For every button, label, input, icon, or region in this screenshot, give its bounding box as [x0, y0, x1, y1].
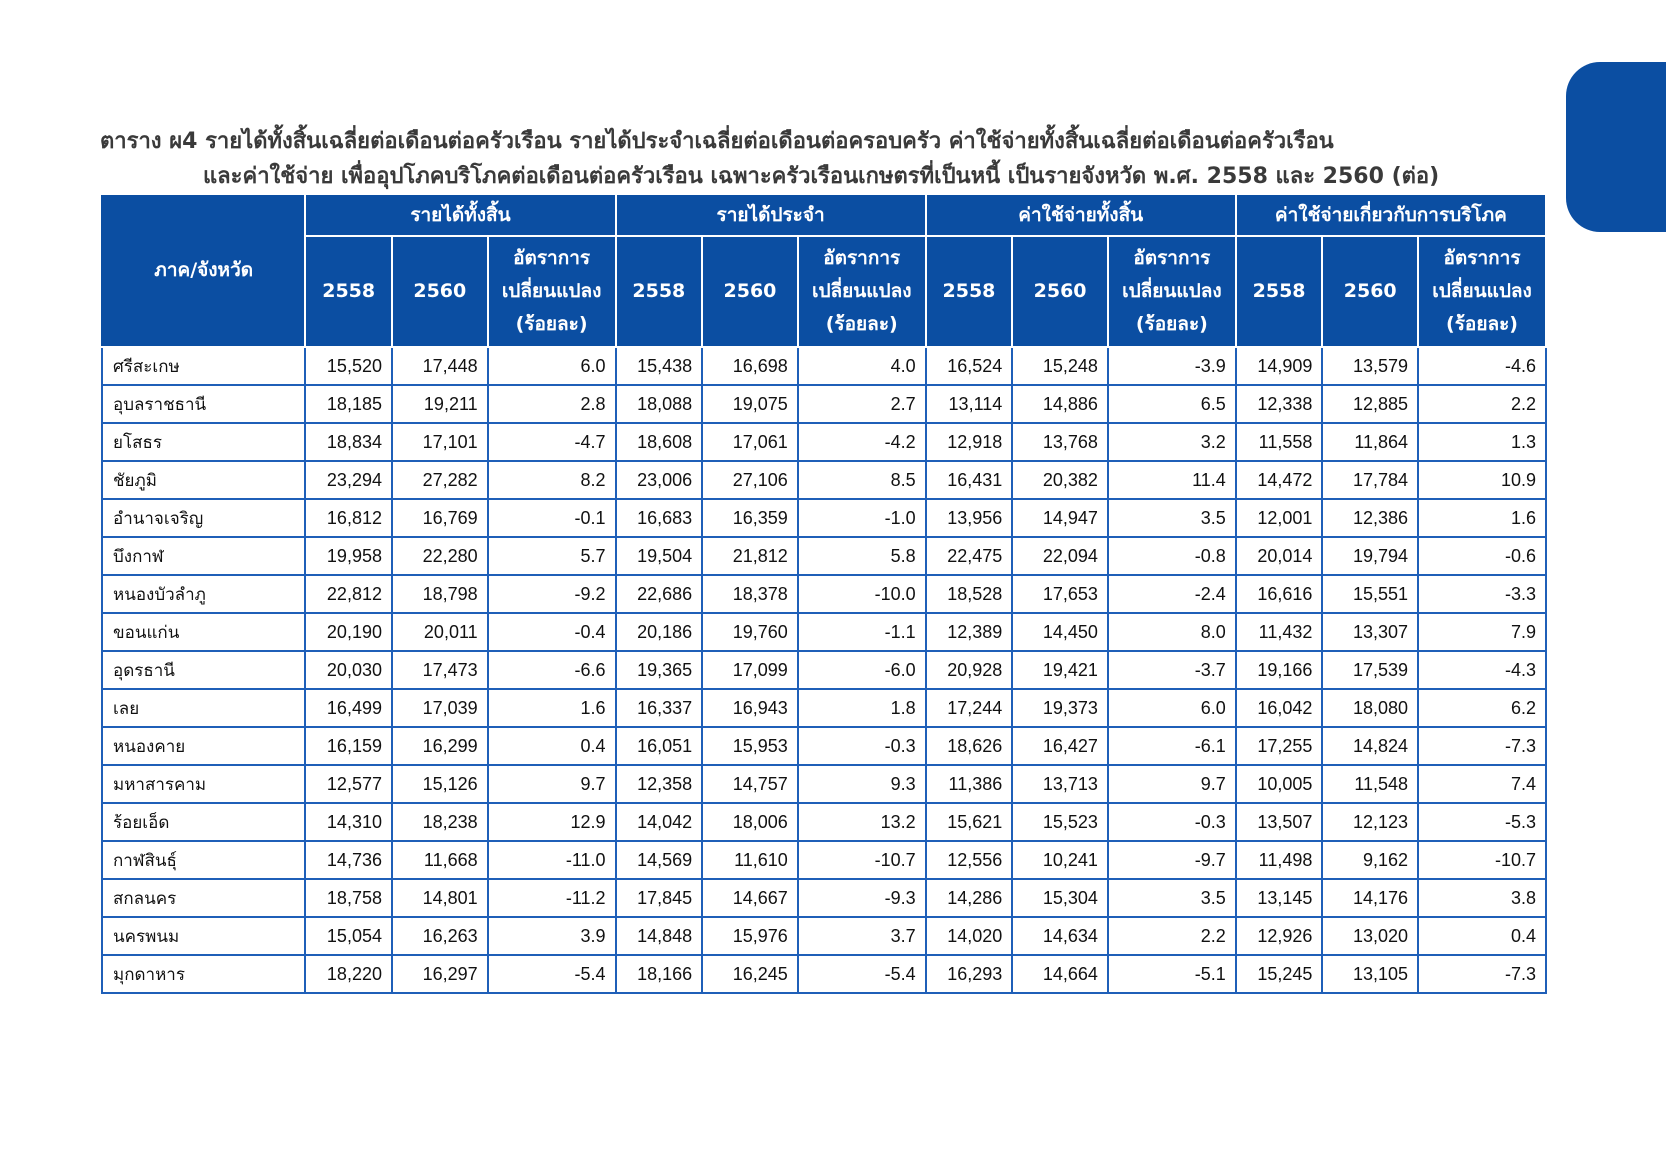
table-cell: 16,943: [702, 689, 798, 727]
table-cell: -10.0: [798, 575, 926, 613]
table-cell: -5.1: [1108, 955, 1236, 993]
province-name: อุดรธานี: [102, 651, 305, 689]
province-name: บึงกาฬ: [102, 537, 305, 575]
table-cell: 16,245: [702, 955, 798, 993]
table-cell: 19,421: [1012, 651, 1108, 689]
table-cell: 1.8: [798, 689, 926, 727]
table-cell: 16,297: [392, 955, 488, 993]
province-name: สกลนคร: [102, 879, 305, 917]
table-cell: 14,664: [1012, 955, 1108, 993]
table-cell: -0.6: [1418, 537, 1546, 575]
table-cell: 16,812: [305, 499, 392, 537]
table-cell: 19,211: [392, 385, 488, 423]
table-cell: 0.4: [488, 727, 616, 765]
table-cell: 18,626: [926, 727, 1013, 765]
change-rate-header-line: เปลี่ยนแปลง: [1432, 280, 1532, 302]
table-cell: 16,431: [926, 461, 1013, 499]
table-cell: 20,186: [616, 613, 703, 651]
year-2560-header: 2560: [1012, 236, 1108, 347]
table-cell: 11,610: [702, 841, 798, 879]
table-cell: 11,548: [1322, 765, 1418, 803]
table-cell: 12,338: [1236, 385, 1323, 423]
table-cell: 1.6: [1418, 499, 1546, 537]
table-cell: 10.9: [1418, 461, 1546, 499]
table-cell: 13,507: [1236, 803, 1323, 841]
table-cell: 17,845: [616, 879, 703, 917]
table-cell: 18,080: [1322, 689, 1418, 727]
table-cell: 7.4: [1418, 765, 1546, 803]
table-cell: -4.2: [798, 423, 926, 461]
table-cell: 14,886: [1012, 385, 1108, 423]
table-cell: 1.6: [488, 689, 616, 727]
table-cell: 13,768: [1012, 423, 1108, 461]
table-cell: 12,556: [926, 841, 1013, 879]
header-row-subcolumns: [102, 236, 1546, 347]
table-cell: 19,958: [305, 537, 392, 575]
table-cell: 13,307: [1322, 613, 1418, 651]
table-row: [102, 499, 1546, 537]
group-header: ค่าใช้จ่ายเกี่ยวกับการบริโภค: [1236, 194, 1546, 236]
table-cell: 15,976: [702, 917, 798, 955]
table-cell: 22,280: [392, 537, 488, 575]
group-header: รายได้ประจำ: [616, 194, 926, 236]
province-name: นครพนม: [102, 917, 305, 955]
table-cell: -6.0: [798, 651, 926, 689]
table-cell: 18,185: [305, 385, 392, 423]
table-cell: 17,448: [392, 347, 488, 385]
table-cell: -6.1: [1108, 727, 1236, 765]
table-cell: 21,812: [702, 537, 798, 575]
table-cell: 14,176: [1322, 879, 1418, 917]
change-rate-header: [488, 236, 616, 347]
table-row: [102, 461, 1546, 499]
table-cell: 20,014: [1236, 537, 1323, 575]
table-cell: 16,299: [392, 727, 488, 765]
table-cell: 14,667: [702, 879, 798, 917]
province-name: มุกดาหาร: [102, 955, 305, 993]
table-row: [102, 537, 1546, 575]
change-rate-header: [1108, 236, 1236, 347]
table-cell: 16,769: [392, 499, 488, 537]
table-cell: 16,499: [305, 689, 392, 727]
table-cell: 16,524: [926, 347, 1013, 385]
table-cell: 12,926: [1236, 917, 1323, 955]
table-cell: 15,245: [1236, 955, 1323, 993]
table-cell: 14,310: [305, 803, 392, 841]
table-cell: 14,634: [1012, 917, 1108, 955]
table-cell: 15,953: [702, 727, 798, 765]
table-cell: 20,928: [926, 651, 1013, 689]
year-2558-header: 2558: [1236, 236, 1323, 347]
province-name: อำนาจเจริญ: [102, 499, 305, 537]
province-name: กาฬสินธุ์: [102, 841, 305, 879]
table-cell: 15,621: [926, 803, 1013, 841]
table-cell: -4.3: [1418, 651, 1546, 689]
table-cell: 12,386: [1322, 499, 1418, 537]
data-table: [101, 193, 1547, 994]
table-cell: 11,386: [926, 765, 1013, 803]
table-cell: 11,498: [1236, 841, 1323, 879]
province-name: ยโสธร: [102, 423, 305, 461]
table-cell: 2.2: [1108, 917, 1236, 955]
table-cell: 17,061: [702, 423, 798, 461]
table-cell: -1.1: [798, 613, 926, 651]
table-cell: 6.5: [1108, 385, 1236, 423]
province-name: เลย: [102, 689, 305, 727]
table-cell: -0.1: [488, 499, 616, 537]
table-cell: 15,551: [1322, 575, 1418, 613]
table-cell: -0.4: [488, 613, 616, 651]
year-2558-header: 2558: [305, 236, 392, 347]
table-cell: -10.7: [1418, 841, 1546, 879]
table-cell: 12,358: [616, 765, 703, 803]
table-cell: -9.7: [1108, 841, 1236, 879]
table-cell: -2.4: [1108, 575, 1236, 613]
table-cell: 4.0: [798, 347, 926, 385]
table-cell: 8.5: [798, 461, 926, 499]
table-cell: 16,427: [1012, 727, 1108, 765]
table-cell: 14,848: [616, 917, 703, 955]
table-row: [102, 841, 1546, 879]
table-cell: 17,039: [392, 689, 488, 727]
table-cell: 17,101: [392, 423, 488, 461]
change-rate-header-line: (ร้อยละ): [825, 313, 898, 335]
table-row: [102, 955, 1546, 993]
table-cell: 13,105: [1322, 955, 1418, 993]
table-cell: 20,030: [305, 651, 392, 689]
table-cell: 11,558: [1236, 423, 1323, 461]
table-cell: 9.7: [1108, 765, 1236, 803]
table-row: [102, 765, 1546, 803]
table-row: [102, 575, 1546, 613]
table-cell: -10.7: [798, 841, 926, 879]
header-row-groups: [102, 194, 1546, 236]
table-cell: 20,382: [1012, 461, 1108, 499]
table-cell: 14,736: [305, 841, 392, 879]
change-rate-header-line: เปลี่ยนแปลง: [811, 280, 912, 302]
table-cell: 18,378: [702, 575, 798, 613]
table-cell: 15,523: [1012, 803, 1108, 841]
table-cell: 18,220: [305, 955, 392, 993]
table-cell: -9.3: [798, 879, 926, 917]
table-cell: 19,373: [1012, 689, 1108, 727]
change-rate-header-line: (ร้อยละ): [1135, 313, 1208, 335]
table-cell: 17,784: [1322, 461, 1418, 499]
caption-line-2: และค่าใช้จ่าย เพื่ออุปโภคบริโภคต่อเดือนต่อครัวเรือน เฉพาะครัวเรือนเกษตรที่เป็นหนี้ เป็นรายจังหวัด พ.ศ. 2558 และ 2560 (ต่อ): [203, 164, 1440, 189]
table-cell: 13,145: [1236, 879, 1323, 917]
table-cell: -7.3: [1418, 955, 1546, 993]
table-row: [102, 651, 1546, 689]
table-row: [102, 727, 1546, 765]
table-cell: 15,248: [1012, 347, 1108, 385]
table-row: [102, 689, 1546, 727]
table-cell: 14,947: [1012, 499, 1108, 537]
group-header: ค่าใช้จ่ายทั้งสิ้น: [926, 194, 1236, 236]
table-cell: 16,698: [702, 347, 798, 385]
province-name: ศรีสะเกษ: [102, 347, 305, 385]
table-body: [102, 347, 1546, 993]
table-cell: 17,255: [1236, 727, 1323, 765]
table-cell: -5.4: [488, 955, 616, 993]
table-cell: 2.8: [488, 385, 616, 423]
table-cell: 12,885: [1322, 385, 1418, 423]
table-cell: 11,864: [1322, 423, 1418, 461]
table-cell: 13,579: [1322, 347, 1418, 385]
table-cell: 15,054: [305, 917, 392, 955]
province-name: ชัยภูมิ: [102, 461, 305, 499]
table-cell: 13,956: [926, 499, 1013, 537]
table-cell: 14,020: [926, 917, 1013, 955]
table-cell: 3.5: [1108, 879, 1236, 917]
table-cell: 16,683: [616, 499, 703, 537]
table-cell: 14,801: [392, 879, 488, 917]
table-cell: 20,190: [305, 613, 392, 651]
table-cell: 15,126: [392, 765, 488, 803]
table-cell: 0.4: [1418, 917, 1546, 955]
table-cell: 16,616: [1236, 575, 1323, 613]
table-cell: 17,244: [926, 689, 1013, 727]
table-cell: 1.3: [1418, 423, 1546, 461]
province-name: มหาสารคาม: [102, 765, 305, 803]
table-cell: 14,909: [1236, 347, 1323, 385]
page-tab-marker: [1566, 62, 1666, 232]
change-rate-header-line: อัตราการ: [1133, 247, 1211, 269]
table-cell: -0.3: [798, 727, 926, 765]
table-cell: 27,282: [392, 461, 488, 499]
table-cell: 17,473: [392, 651, 488, 689]
change-rate-header-line: เปลี่ยนแปลง: [501, 280, 602, 302]
table-cell: 8.2: [488, 461, 616, 499]
table-cell: 19,166: [1236, 651, 1323, 689]
table-cell: 22,475: [926, 537, 1013, 575]
change-rate-header-line: อัตราการ: [513, 247, 591, 269]
table-cell: 16,042: [1236, 689, 1323, 727]
table-cell: 18,528: [926, 575, 1013, 613]
table-cell: 11,432: [1236, 613, 1323, 651]
year-2560-header: 2560: [1322, 236, 1418, 347]
table-cell: 15,304: [1012, 879, 1108, 917]
table-cell: 14,472: [1236, 461, 1323, 499]
table-cell: 12,577: [305, 765, 392, 803]
table-cell: -0.8: [1108, 537, 1236, 575]
table-cell: 5.7: [488, 537, 616, 575]
table-cell: 18,166: [616, 955, 703, 993]
table-cell: 14,824: [1322, 727, 1418, 765]
change-rate-header-line: อัตราการ: [1443, 247, 1521, 269]
table-cell: 12,123: [1322, 803, 1418, 841]
table-cell: -6.6: [488, 651, 616, 689]
province-name: อุบลราชธานี: [102, 385, 305, 423]
table-cell: 14,286: [926, 879, 1013, 917]
table-cell: 7.9: [1418, 613, 1546, 651]
province-name: หนองคาย: [102, 727, 305, 765]
table-cell: 13,114: [926, 385, 1013, 423]
table-cell: 20,011: [392, 613, 488, 651]
table-cell: 12,389: [926, 613, 1013, 651]
table-cell: 19,365: [616, 651, 703, 689]
table-cell: 8.0: [1108, 613, 1236, 651]
table-cell: 10,005: [1236, 765, 1323, 803]
table-cell: -3.7: [1108, 651, 1236, 689]
table-cell: 18,798: [392, 575, 488, 613]
table-cell: 17,099: [702, 651, 798, 689]
table-cell: -3.3: [1418, 575, 1546, 613]
table-cell: 3.8: [1418, 879, 1546, 917]
table-row: [102, 803, 1546, 841]
table-cell: 16,337: [616, 689, 703, 727]
table-cell: 3.5: [1108, 499, 1236, 537]
table-cell: -7.3: [1418, 727, 1546, 765]
table-cell: 14,569: [616, 841, 703, 879]
table-cell: 16,051: [616, 727, 703, 765]
table-cell: 14,042: [616, 803, 703, 841]
table-row: [102, 917, 1546, 955]
table-cell: 17,539: [1322, 651, 1418, 689]
table-row: [102, 347, 1546, 385]
table-cell: 9,162: [1322, 841, 1418, 879]
table-cell: -5.3: [1418, 803, 1546, 841]
table-cell: 10,241: [1012, 841, 1108, 879]
table-cell: 19,504: [616, 537, 703, 575]
table-cell: 18,608: [616, 423, 703, 461]
table-cell: 14,757: [702, 765, 798, 803]
table-cell: 11,668: [392, 841, 488, 879]
table-cell: 12,001: [1236, 499, 1323, 537]
table-cell: 23,294: [305, 461, 392, 499]
table-cell: 15,520: [305, 347, 392, 385]
table-row: [102, 613, 1546, 651]
table-cell: 22,094: [1012, 537, 1108, 575]
province-name: หนองบัวลำภู: [102, 575, 305, 613]
table-cell: 14,450: [1012, 613, 1108, 651]
table-cell: -1.0: [798, 499, 926, 537]
table-cell: 18,006: [702, 803, 798, 841]
table-cell: 9.3: [798, 765, 926, 803]
change-rate-header-line: เปลี่ยนแปลง: [1122, 280, 1222, 302]
table-cell: -11.0: [488, 841, 616, 879]
table-cell: 18,088: [616, 385, 703, 423]
table-caption: [100, 124, 1560, 194]
change-rate-header-line: (ร้อยละ): [1446, 313, 1518, 335]
table-cell: 23,006: [616, 461, 703, 499]
year-2558-header: 2558: [926, 236, 1013, 347]
table-cell: 6.2: [1418, 689, 1546, 727]
year-2560-header: 2560: [702, 236, 798, 347]
table-cell: 17,653: [1012, 575, 1108, 613]
table-cell: 19,075: [702, 385, 798, 423]
table-cell: 19,760: [702, 613, 798, 651]
table-cell: 6.0: [1108, 689, 1236, 727]
table-cell: 6.0: [488, 347, 616, 385]
table-cell: 16,293: [926, 955, 1013, 993]
change-rate-header: [798, 236, 926, 347]
table-cell: -4.7: [488, 423, 616, 461]
table-cell: 13.2: [798, 803, 926, 841]
table-cell: 18,834: [305, 423, 392, 461]
province-name: ร้อยเอ็ด: [102, 803, 305, 841]
year-2560-header: 2560: [392, 236, 488, 347]
table-cell: 12,918: [926, 423, 1013, 461]
table-cell: 2.2: [1418, 385, 1546, 423]
table-cell: 11.4: [1108, 461, 1236, 499]
table-row: [102, 879, 1546, 917]
table-cell: 15,438: [616, 347, 703, 385]
table-cell: -4.6: [1418, 347, 1546, 385]
table-cell: 16,263: [392, 917, 488, 955]
province-name: ขอนแก่น: [102, 613, 305, 651]
table-cell: -11.2: [488, 879, 616, 917]
table-cell: -0.3: [1108, 803, 1236, 841]
table-row: [102, 385, 1546, 423]
table-cell: -5.4: [798, 955, 926, 993]
table-cell: 27,106: [702, 461, 798, 499]
year-2558-header: 2558: [616, 236, 703, 347]
table-cell: -3.9: [1108, 347, 1236, 385]
change-rate-header-line: อัตราการ: [823, 247, 901, 269]
table-cell: 16,159: [305, 727, 392, 765]
table-cell: 22,812: [305, 575, 392, 613]
table-cell: 18,758: [305, 879, 392, 917]
caption-line-1: ตาราง ผ4 รายได้ทั้งสิ้นเฉลี่ยต่อเดือนต่อครัวเรือน รายได้ประจำเฉลี่ยต่อเดือนต่อครอบครัว ค่าใช้จ่ายทั้งสิ้นเฉลี่ยต่อเดือนต่อครัวเรือน: [100, 129, 1334, 154]
group-header: รายได้ทั้งสิ้น: [305, 194, 615, 236]
table-row: [102, 423, 1546, 461]
table-cell: 22,686: [616, 575, 703, 613]
region-header: ภาค/จังหวัด: [102, 194, 305, 347]
table-cell: 16,359: [702, 499, 798, 537]
table-cell: 13,713: [1012, 765, 1108, 803]
table-cell: 12.9: [488, 803, 616, 841]
table-cell: -9.2: [488, 575, 616, 613]
table-cell: 2.7: [798, 385, 926, 423]
table-cell: 3.9: [488, 917, 616, 955]
table-cell: 3.2: [1108, 423, 1236, 461]
table-cell: 19,794: [1322, 537, 1418, 575]
change-rate-header-line: (ร้อยละ): [515, 313, 588, 335]
table-cell: 3.7: [798, 917, 926, 955]
change-rate-header: [1418, 236, 1546, 347]
table-cell: 5.8: [798, 537, 926, 575]
table-cell: 18,238: [392, 803, 488, 841]
table-cell: 9.7: [488, 765, 616, 803]
table-cell: 13,020: [1322, 917, 1418, 955]
